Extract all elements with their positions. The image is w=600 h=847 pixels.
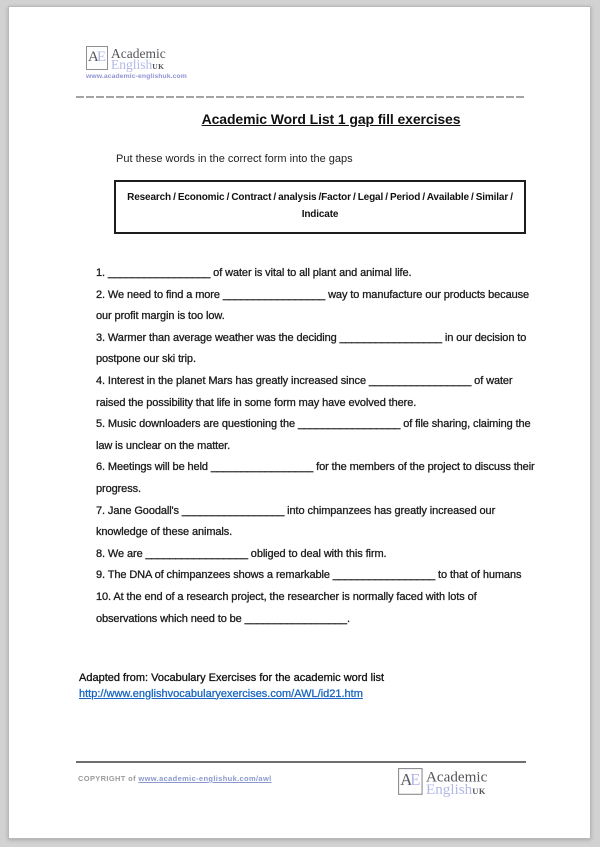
sentence-10: 10. At the end of a research project, the researcher is normally faced with lots of observations which need to be _________________.: [96, 590, 477, 625]
word-bank-box: [114, 180, 526, 234]
exercise-sentences: [96, 263, 540, 630]
brand-word-uk: UK: [152, 62, 165, 71]
source-label: Adapted from: Vocabulary Exercises for the academic word list: [79, 672, 385, 684]
sentence-7: 7. Jane Goodall's _________________ into chimpanzees has greatly increased our knowledge of these animals.: [96, 504, 496, 539]
sentence-1: 1. _________________ of water is vital to all plant and animal life.: [96, 267, 412, 279]
footer-divider: [76, 761, 526, 763]
document-page: [8, 6, 591, 839]
brand-website-link[interactable]: www.academic-englishuk.com: [86, 73, 187, 80]
sentence-2: 2. We need to find a more _________________ way to manufacture our products because our profit margin is too low.: [96, 288, 530, 323]
header-divider: [76, 96, 526, 98]
sentence-9: 9. The DNA of chimpanzees shows a remarkable _________________ to that of humans: [96, 569, 522, 582]
brand-initial-a: A: [87, 49, 99, 65]
footer-brand-ae-icon: [398, 768, 423, 795]
brand-logo: [86, 46, 166, 73]
sentence-8: 8. We are _________________ obliged to deal with this firm.: [96, 547, 387, 560]
footer-brand-word-english: EnglishUK: [426, 780, 486, 798]
footer-brand-logo: [398, 768, 487, 798]
copyright-link[interactable]: www.academic-englishuk.com/awl: [138, 774, 272, 783]
brand-wordmark: [111, 46, 166, 73]
word-bank-text: Research / Economic / Contract / analysis /Factor / Legal / Period / Available / Similar / Indicate: [127, 192, 513, 220]
copyright-text: [78, 774, 272, 783]
instruction-text: Put these words in the correct form into the gaps: [116, 153, 353, 165]
copyright-prefix: COPYRIGHT of: [78, 774, 139, 783]
footer-brand-word-uk: UK: [472, 785, 486, 796]
sentence-5: 5. Music downloaders are questioning the _________________ of file sharing, claiming the law is unclear on the matter.: [96, 418, 531, 452]
footer-brand-initial-a: A: [400, 771, 413, 790]
sentence-4: 4. Interest in the planet Mars has greatly increased since _________________ of water raised the possibility that life in some form may have evolved there.: [96, 374, 513, 409]
sentence-3: 3. Warmer than average weather was the deciding _________________ in our decision to postpone our ski trip.: [96, 331, 527, 366]
brand-initial-e: E: [96, 49, 106, 65]
brand-word-academic: Academic: [111, 46, 166, 61]
sentence-6: 6. Meetings will be held _________________ for the members of the project to discuss their progress.: [96, 461, 535, 495]
source-attribution: [79, 671, 384, 702]
footer-brand-initial-e: E: [410, 771, 421, 790]
brand-ae-icon: [86, 46, 108, 70]
source-link[interactable]: http://www.englishvocabularyexercises.com/AWL/id21.htm: [79, 687, 363, 700]
page-title: Academic Word List 1 gap fill exercises: [201, 111, 461, 127]
brand-word-english: EnglishUK: [111, 57, 165, 72]
footer-brand-word-academic: Academic: [426, 768, 488, 785]
footer-brand-wordmark: [426, 768, 487, 798]
